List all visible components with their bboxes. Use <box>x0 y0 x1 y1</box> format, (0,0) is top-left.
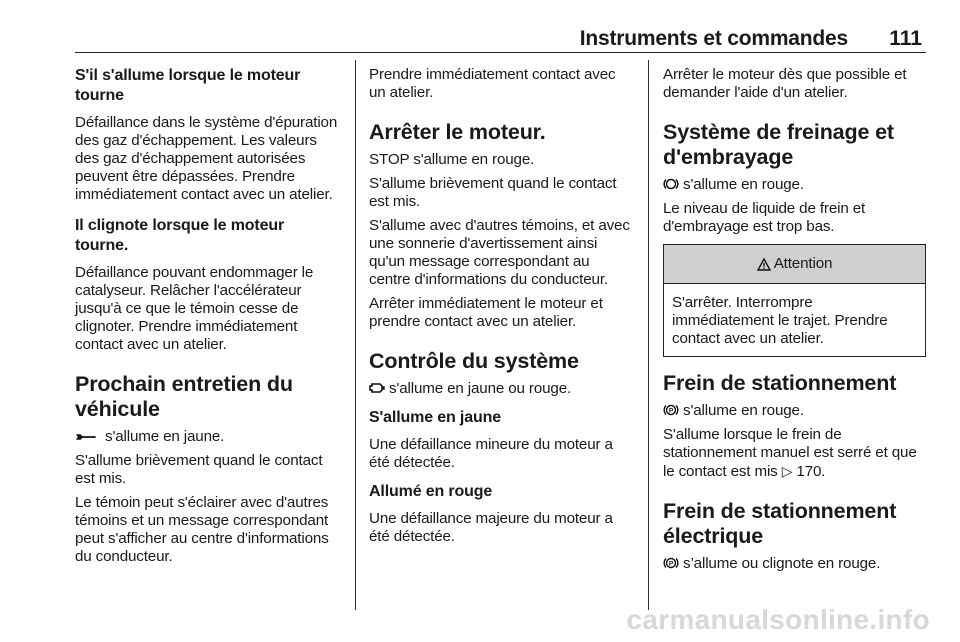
warning-body: S'arrêter. Interrompre immédiatement le trajet. Prendre contact avec un atelier. <box>672 294 888 347</box>
warning-title: Attention <box>773 255 833 272</box>
column-3 <box>663 66 926 579</box>
paragraph: Une défaillance majeure du moteur a été détectée. <box>369 510 613 545</box>
paragraph: STOP s'allume en rouge. <box>369 151 535 168</box>
page-header <box>75 0 926 53</box>
warning-header <box>664 245 925 284</box>
paragraph: Le niveau de liquide de frein et d'embrayage est trop bas. <box>663 200 866 235</box>
svg-text:P: P <box>668 407 674 415</box>
heading-yellow: S'allume en jaune <box>369 409 501 426</box>
paragraph-service-icon <box>75 428 338 446</box>
paragraph: Arrêter le moteur dès que possible et demander l'aide d'un atelier. <box>663 66 907 101</box>
paragraph: Défaillance pouvant endommager le catalyseur. Relâcher l'accélérateur jusqu'à ce que le témoin cesse de clignoter. Prendre immédiatement contact avec un atelier. <box>75 264 314 353</box>
paragraph: Prendre immédiatement contact avec un atelier. <box>369 66 616 101</box>
park-icon-text: s'allume en rouge. <box>683 402 804 419</box>
paragraph: Le témoin peut s'éclairer avec d'autres témoins et un message correspondant peut s'afficher au centre d'informations du conducteur. <box>75 494 329 565</box>
watermark: carmanualsonline.info <box>626 604 930 635</box>
warning-triangle-icon <box>757 258 771 271</box>
svg-text:P: P <box>668 560 674 568</box>
warning-box <box>663 244 926 357</box>
parking-brake-icon <box>663 556 679 570</box>
brake-icon-text: s'allume en rouge. <box>683 176 804 193</box>
paragraph-brake-icon <box>663 176 926 194</box>
paragraph-epark-icon <box>663 555 926 573</box>
paragraph-park-detail <box>663 426 926 481</box>
paragraph: S'allume brièvement quand le contact est mis. <box>369 175 617 210</box>
column-divider <box>648 60 649 610</box>
paragraph: Arrêter immédiatement le moteur et prendre contact avec un atelier. <box>369 295 603 330</box>
paragraph-park-icon <box>663 402 926 420</box>
paragraph: Une défaillance mineure du moteur a été détectée. <box>369 436 613 471</box>
heading-red: Allumé en rouge <box>369 483 493 500</box>
page-reference-arrow-icon: ▷ <box>781 463 793 479</box>
page-number: 111 <box>889 27 922 50</box>
column-2 <box>369 66 632 552</box>
section-title: Instruments et commandes <box>579 27 848 50</box>
epark-icon-text: s’allume ou clignote en rouge. <box>683 555 881 572</box>
control-icon-text: s'allume en jaune ou rouge. <box>389 380 572 397</box>
heading-running: S'il s'allume lorsque le moteur tourne <box>75 67 301 104</box>
service-icon-text: s'allume en jaune. <box>105 428 225 445</box>
heading-brake: Système de freinage et d'embrayage <box>663 120 894 169</box>
wrench-icon <box>75 432 97 442</box>
page-reference[interactable]: 170. <box>796 463 826 480</box>
park-detail-text: S'allume lorsque le frein de stationnement manuel est serré et que le contact est mis <box>663 426 917 480</box>
paragraph: Défaillance dans le système d'épuration des gaz d'échappement. Les valeurs des gaz d'échappement autorisées peuvent être dépassées. Prendre immédiatement contact avec un atelier. <box>75 114 338 203</box>
paragraph-control-icon <box>369 380 632 398</box>
column-1 <box>75 66 338 572</box>
heading-stop: Arrêter le moteur. <box>369 120 546 144</box>
heading-flashing: Il clignote lorsque le moteur tourne. <box>75 217 285 254</box>
paragraph: S'allume brièvement quand le contact est mis. <box>75 452 323 487</box>
heading-epark: Frein de stationnement électrique <box>663 499 897 548</box>
heading-control: Contrôle du système <box>369 349 579 373</box>
column-divider <box>355 60 356 610</box>
paragraph: S'allume avec d'autres témoins, et avec une sonnerie d'avertissement ainsi qu'un message correspondant au centre d'informations du conducteur. <box>369 217 630 288</box>
system-control-icon <box>369 382 385 394</box>
parking-brake-icon <box>663 403 679 417</box>
heading-service: Prochain entretien du véhicule <box>75 372 293 421</box>
brake-warning-icon <box>663 177 679 191</box>
heading-park: Frein de stationnement <box>663 371 897 395</box>
